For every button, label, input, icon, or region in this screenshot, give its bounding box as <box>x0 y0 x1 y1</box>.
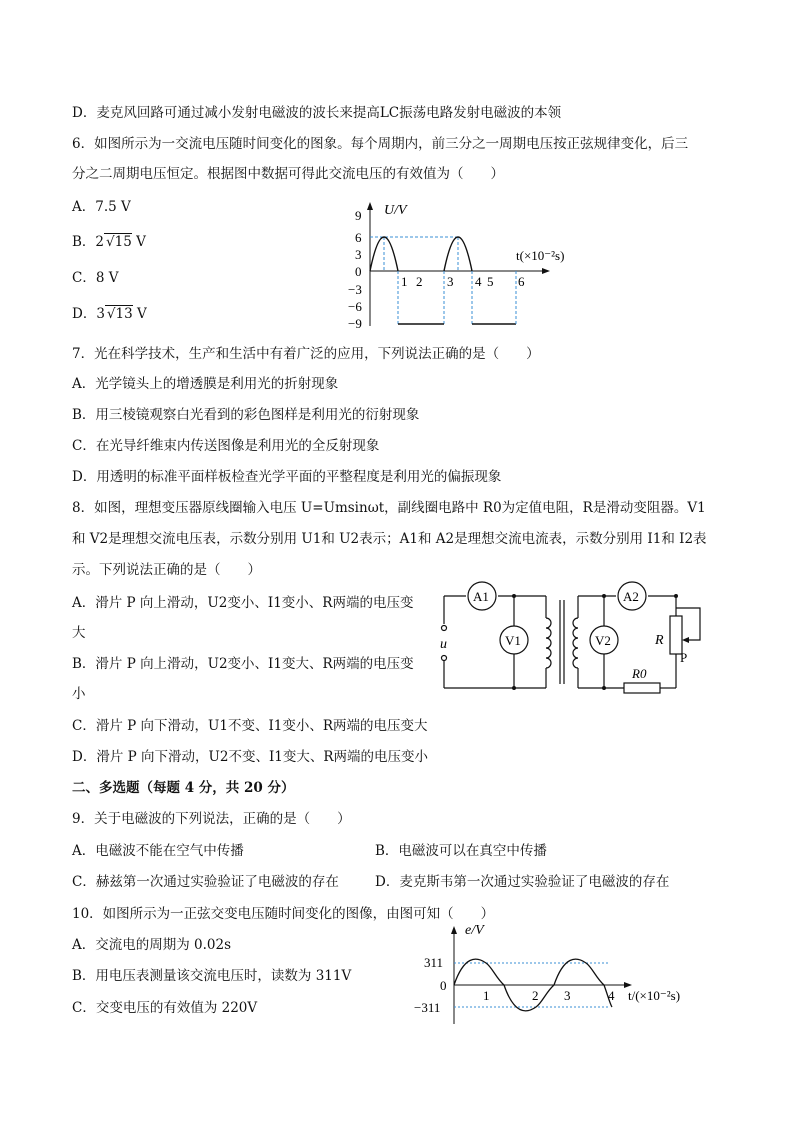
q6-xtick-2: 2 <box>416 274 423 289</box>
q8-stem-line3: 示。下列说法正确的是（ ） <box>72 562 261 578</box>
q8-stem-line2: 和 V2是理想交流电压表，示数分别用 U1和 U2表示；A1和 A2是理想交流电流表，示数分别用 I1和 I2表 <box>72 531 707 547</box>
q8-label-r0: R0 <box>632 666 647 681</box>
q10-option-a: A．交流电的周期为 0.02s <box>72 937 232 953</box>
q8-option-a-line2: 大 <box>72 625 86 641</box>
q6-option-a: A．7.5 V <box>72 199 131 215</box>
q6-ytick-neg9: −9 <box>348 316 362 331</box>
section-2-heading: 二、多选题（每题 4 分，共 20 分） <box>72 780 295 796</box>
q6-xtick-5: 5 <box>487 274 494 289</box>
q6-stem-line1: 6．如图所示为一交流电压随时间变化的图象。每个周期内，前三分之一周期电压按正弦规律变化，后三 <box>72 136 689 152</box>
q10-xtick-1: 1 <box>483 988 490 1003</box>
q5-option-d: D．麦克风回路可通过减小发射电磁波的波长来提高LC振荡电路发射电磁波的本领 <box>72 105 562 121</box>
q10-ytick-0: 0 <box>440 978 447 993</box>
q6-option-c: C．8 V <box>72 270 119 286</box>
q10-sine-graph <box>410 920 710 1028</box>
q10-ytick-311: 311 <box>424 955 444 970</box>
q8-option-b-line2: 小 <box>72 686 86 702</box>
q6-xtick-4: 4 <box>475 274 482 289</box>
q10-xtick-2: 2 <box>532 988 539 1003</box>
q8-label-r: R <box>655 633 664 648</box>
q8-option-d: D．滑片 P 向下滑动，U2不变、I1变大、R两端的电压变小 <box>72 749 429 765</box>
q6-x-arrow <box>542 268 550 274</box>
q8-slider-arrow <box>682 637 689 643</box>
q8-r0-resistor <box>624 683 660 693</box>
q9-stem: 9．关于电磁波的下列说法，正确的是（ ） <box>72 811 351 827</box>
q8-label-a2: A2 <box>623 589 639 604</box>
q7-option-d: D．用透明的标准平面样板检查光学平面的平整程度是利用光的偏振现象 <box>72 469 502 485</box>
q8-label-p: P <box>680 650 688 665</box>
q10-stem: 10．如图所示为一正弦交变电压随时间变化的图像，由图可知（ ） <box>72 906 495 922</box>
q6-stem-line2: 分之二周期电压恒定。根据图中数据可得此交流电压的有效值为（ ） <box>72 166 504 182</box>
q10-xlabel: t/(×10⁻²s) <box>628 988 681 1003</box>
q9-option-c: C．赫兹第一次通过实验验证了电磁波的存在 <box>72 874 339 890</box>
q8-label-u: u <box>440 637 447 652</box>
q6-option-b: B．2 √15 V <box>72 234 146 250</box>
q6-voltage-graph <box>340 200 600 335</box>
q10-xtick-3: 3 <box>564 988 571 1003</box>
q6-xtick-6: 6 <box>518 274 525 289</box>
q6-xtick-1: 1 <box>401 274 408 289</box>
q10-option-b: B．用电压表测量该交流电压时，读数为 311V <box>72 968 352 984</box>
q6-ylabel: U/V <box>384 203 407 218</box>
q6-ytick-3: 3 <box>355 247 362 262</box>
q6-xtick-3: 3 <box>447 274 454 289</box>
q7-option-b: B．用三棱镜观察白光看到的彩色图样是利用光的衍射现象 <box>72 407 420 423</box>
q9-option-a: A．电磁波不能在空气中传播 <box>72 843 244 859</box>
q7-option-a: A．光学镜头上的增透膜是利用光的折射现象 <box>72 376 339 392</box>
q8-option-c: C．滑片 P 向下滑动，U1不变、I1变小、R两端的电压变大 <box>72 718 428 734</box>
q7-option-c: C．在光导纤维束内传送图像是利用光的全反射现象 <box>72 438 380 454</box>
q10-ytick-neg311: −311 <box>414 1000 441 1015</box>
q8-option-b-line1: B．滑片 P 向上滑动，U2变小、I1变大、R两端的电压变 <box>72 656 414 672</box>
q8-label-a1: A1 <box>473 589 489 604</box>
q8-label-v2: V2 <box>595 633 611 648</box>
q6-ytick-9: 9 <box>355 208 362 223</box>
q8-primary-coil <box>546 618 551 668</box>
q8-rheostat <box>670 616 682 654</box>
q6-option-d: D．3 √13 V <box>72 306 147 322</box>
q8-secondary-coil <box>573 618 578 668</box>
q8-label-v1: V1 <box>505 633 521 648</box>
q9-option-d: D．麦克斯韦第一次通过实验验证了电磁波的存在 <box>375 874 670 890</box>
q10-xtick-4: 4 <box>608 988 615 1003</box>
q10-option-c: C．交变电压的有效值为 220V <box>72 1000 258 1016</box>
q8-stem-line1: 8．如图，理想变压器原线圈输入电压 U=Umsinωt，副线圈电路中 R0为定值电阻，R是滑动变阻器。V1 <box>72 500 706 516</box>
q9-option-b: B．电磁波可以在真空中传播 <box>375 843 547 859</box>
q6-ytick-neg3: −3 <box>348 282 362 297</box>
q8-option-a-line1: A．滑片 P 向上滑动，U2变小、I1变小、R两端的电压变 <box>72 595 414 611</box>
q10-y-arrow <box>451 926 457 934</box>
q6-ytick-6: 6 <box>355 230 362 245</box>
q6-ytick-0: 0 <box>355 264 362 279</box>
q8-transformer-circuit <box>436 578 712 696</box>
q6-xlabel: t(×10⁻²s) <box>516 248 565 263</box>
q6-y-arrow <box>367 202 373 210</box>
q6-ytick-neg6: −6 <box>348 299 362 314</box>
q7-stem: 7．光在科学技术，生产和生活中有着广泛的应用，下列说法正确的是（ ） <box>72 346 540 362</box>
q10-ylabel: e/V <box>465 923 484 938</box>
